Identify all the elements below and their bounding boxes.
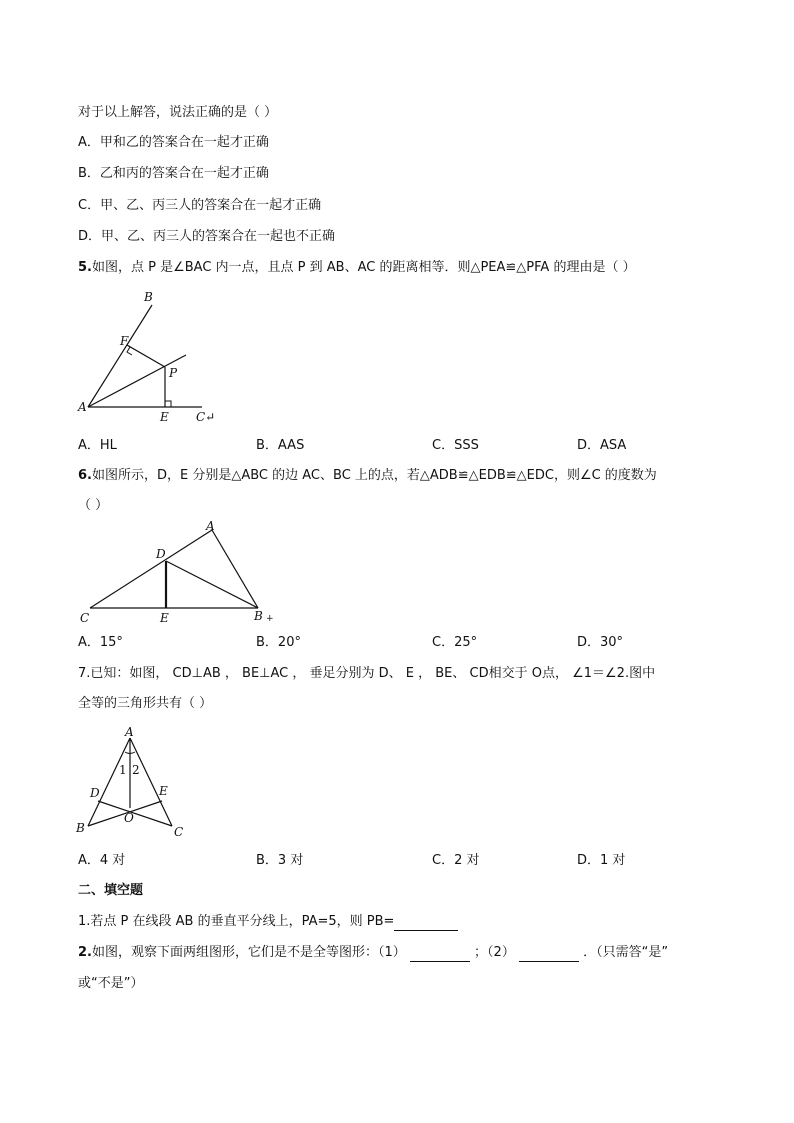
fill-q2-text-c: ．（只需答“是”	[583, 945, 669, 960]
q6-stem-line1	[78, 467, 657, 485]
q6-number: 6.	[78, 468, 92, 483]
fill-q2-text-a: 如图，观察下面两组图形，它们是不是全等图形：（1）	[91, 945, 406, 960]
q6-label-e: E	[160, 611, 169, 625]
q6-text: 如图所示，D，E 分别是△ABC 的边 AC、BC 上的点，若△ADB≌△EDB≌△EDC，则∠C 的度数为	[91, 468, 657, 483]
fill-q1	[78, 913, 458, 931]
q6-label-a: A	[206, 519, 215, 533]
q7-text: 已知：如图， CD⊥AB ， BE⊥AC ， 垂足分别为 D、 E ， BE、 CD相交于 O点， ∠1＝∠2.图中	[90, 666, 656, 681]
q7-stem-line1	[78, 665, 655, 683]
q5-option-a[interactable]: A．HL	[78, 438, 117, 453]
q5-option-c[interactable]: C．SSS	[432, 438, 479, 453]
q5-label-a: A	[78, 400, 87, 414]
q5-option-d[interactable]: D．ASA	[577, 438, 627, 453]
q7-label-angle2: 2	[132, 763, 140, 777]
q7-label-d: D	[90, 786, 100, 800]
q7-option-d[interactable]: D．1 对	[577, 853, 626, 868]
q7-option-a[interactable]: A．4 对	[78, 853, 126, 868]
q7-option-b[interactable]: B．3 对	[256, 853, 304, 868]
fill-q2-line2: 或“不是”）	[78, 976, 144, 991]
q7-option-c[interactable]: C．2 对	[432, 853, 480, 868]
q5-label-c: C↵	[196, 410, 216, 424]
q6-label-c: C	[80, 611, 90, 625]
fill-q2-answer-blank-1[interactable]	[410, 947, 470, 962]
q7-stem-line2: 全等的三角形共有（ ）	[78, 696, 213, 711]
intro-question-line: 对于以上解答，说法正确的是（ ）	[78, 105, 278, 120]
q5-stem	[78, 259, 636, 277]
q6-label-mark: +	[266, 614, 274, 624]
q5-label-f: F	[120, 334, 129, 348]
q7-label-angle1: 1	[119, 763, 127, 777]
q7-label-b: B	[76, 821, 85, 835]
q6-option-b[interactable]: B．20°	[256, 635, 301, 650]
q6-label-d: D	[156, 547, 166, 561]
q6-label-b: B	[254, 609, 263, 623]
q6-option-a[interactable]: A．15°	[78, 635, 123, 650]
q5-label-b: B	[144, 290, 153, 304]
section-title-fill-blank: 二、填空题	[78, 883, 144, 898]
fill-q2-answer-blank-2[interactable]	[519, 947, 579, 962]
q5-number: 5.	[78, 260, 92, 275]
q6-option-d[interactable]: D．30°	[577, 635, 624, 650]
q6-stem-line2: （ ）	[78, 498, 109, 513]
intro-option-a[interactable]: A．甲和乙的答案合在一起才正确	[78, 135, 269, 150]
fill-q1-answer-blank[interactable]	[394, 916, 458, 931]
q6-option-c[interactable]: C．25°	[432, 635, 478, 650]
q7-label-e: E	[159, 784, 168, 798]
intro-option-d[interactable]: D．甲、乙、丙三人的答案合在一起也不正确	[78, 229, 336, 244]
q6-figure	[70, 518, 290, 630]
q5-text: 如图，点 P 是∠BAC 内一点，且点 P 到 AB、AC 的距离相等．则△PEA≌△PFA 的理由是（ ）	[91, 260, 636, 275]
fill-q2-text-b: ；（2）	[474, 945, 515, 960]
q7-label-o: O	[124, 811, 134, 825]
q7-label-c: C	[174, 825, 184, 839]
q5-figure	[70, 285, 240, 430]
q5-label-p: P	[169, 366, 178, 380]
intro-option-b[interactable]: B．乙和丙的答案合在一起才正确	[78, 166, 269, 181]
fill-q1-number: 1.	[78, 914, 91, 929]
q5-option-b[interactable]: B．AAS	[256, 438, 305, 453]
q5-label-e: E	[160, 410, 169, 424]
fill-q2-number: 2.	[78, 945, 92, 960]
q7-label-a: A	[125, 725, 134, 739]
intro-option-c[interactable]: C．甲、乙、丙三人的答案合在一起才正确	[78, 198, 322, 213]
fill-q1-text: 若点 P 在线段 AB 的垂直平分线上，PA=5，则 PB=	[90, 914, 395, 929]
q7-figure	[70, 722, 200, 844]
fill-q2-line1	[78, 944, 668, 962]
q7-number: 7.	[78, 666, 91, 681]
